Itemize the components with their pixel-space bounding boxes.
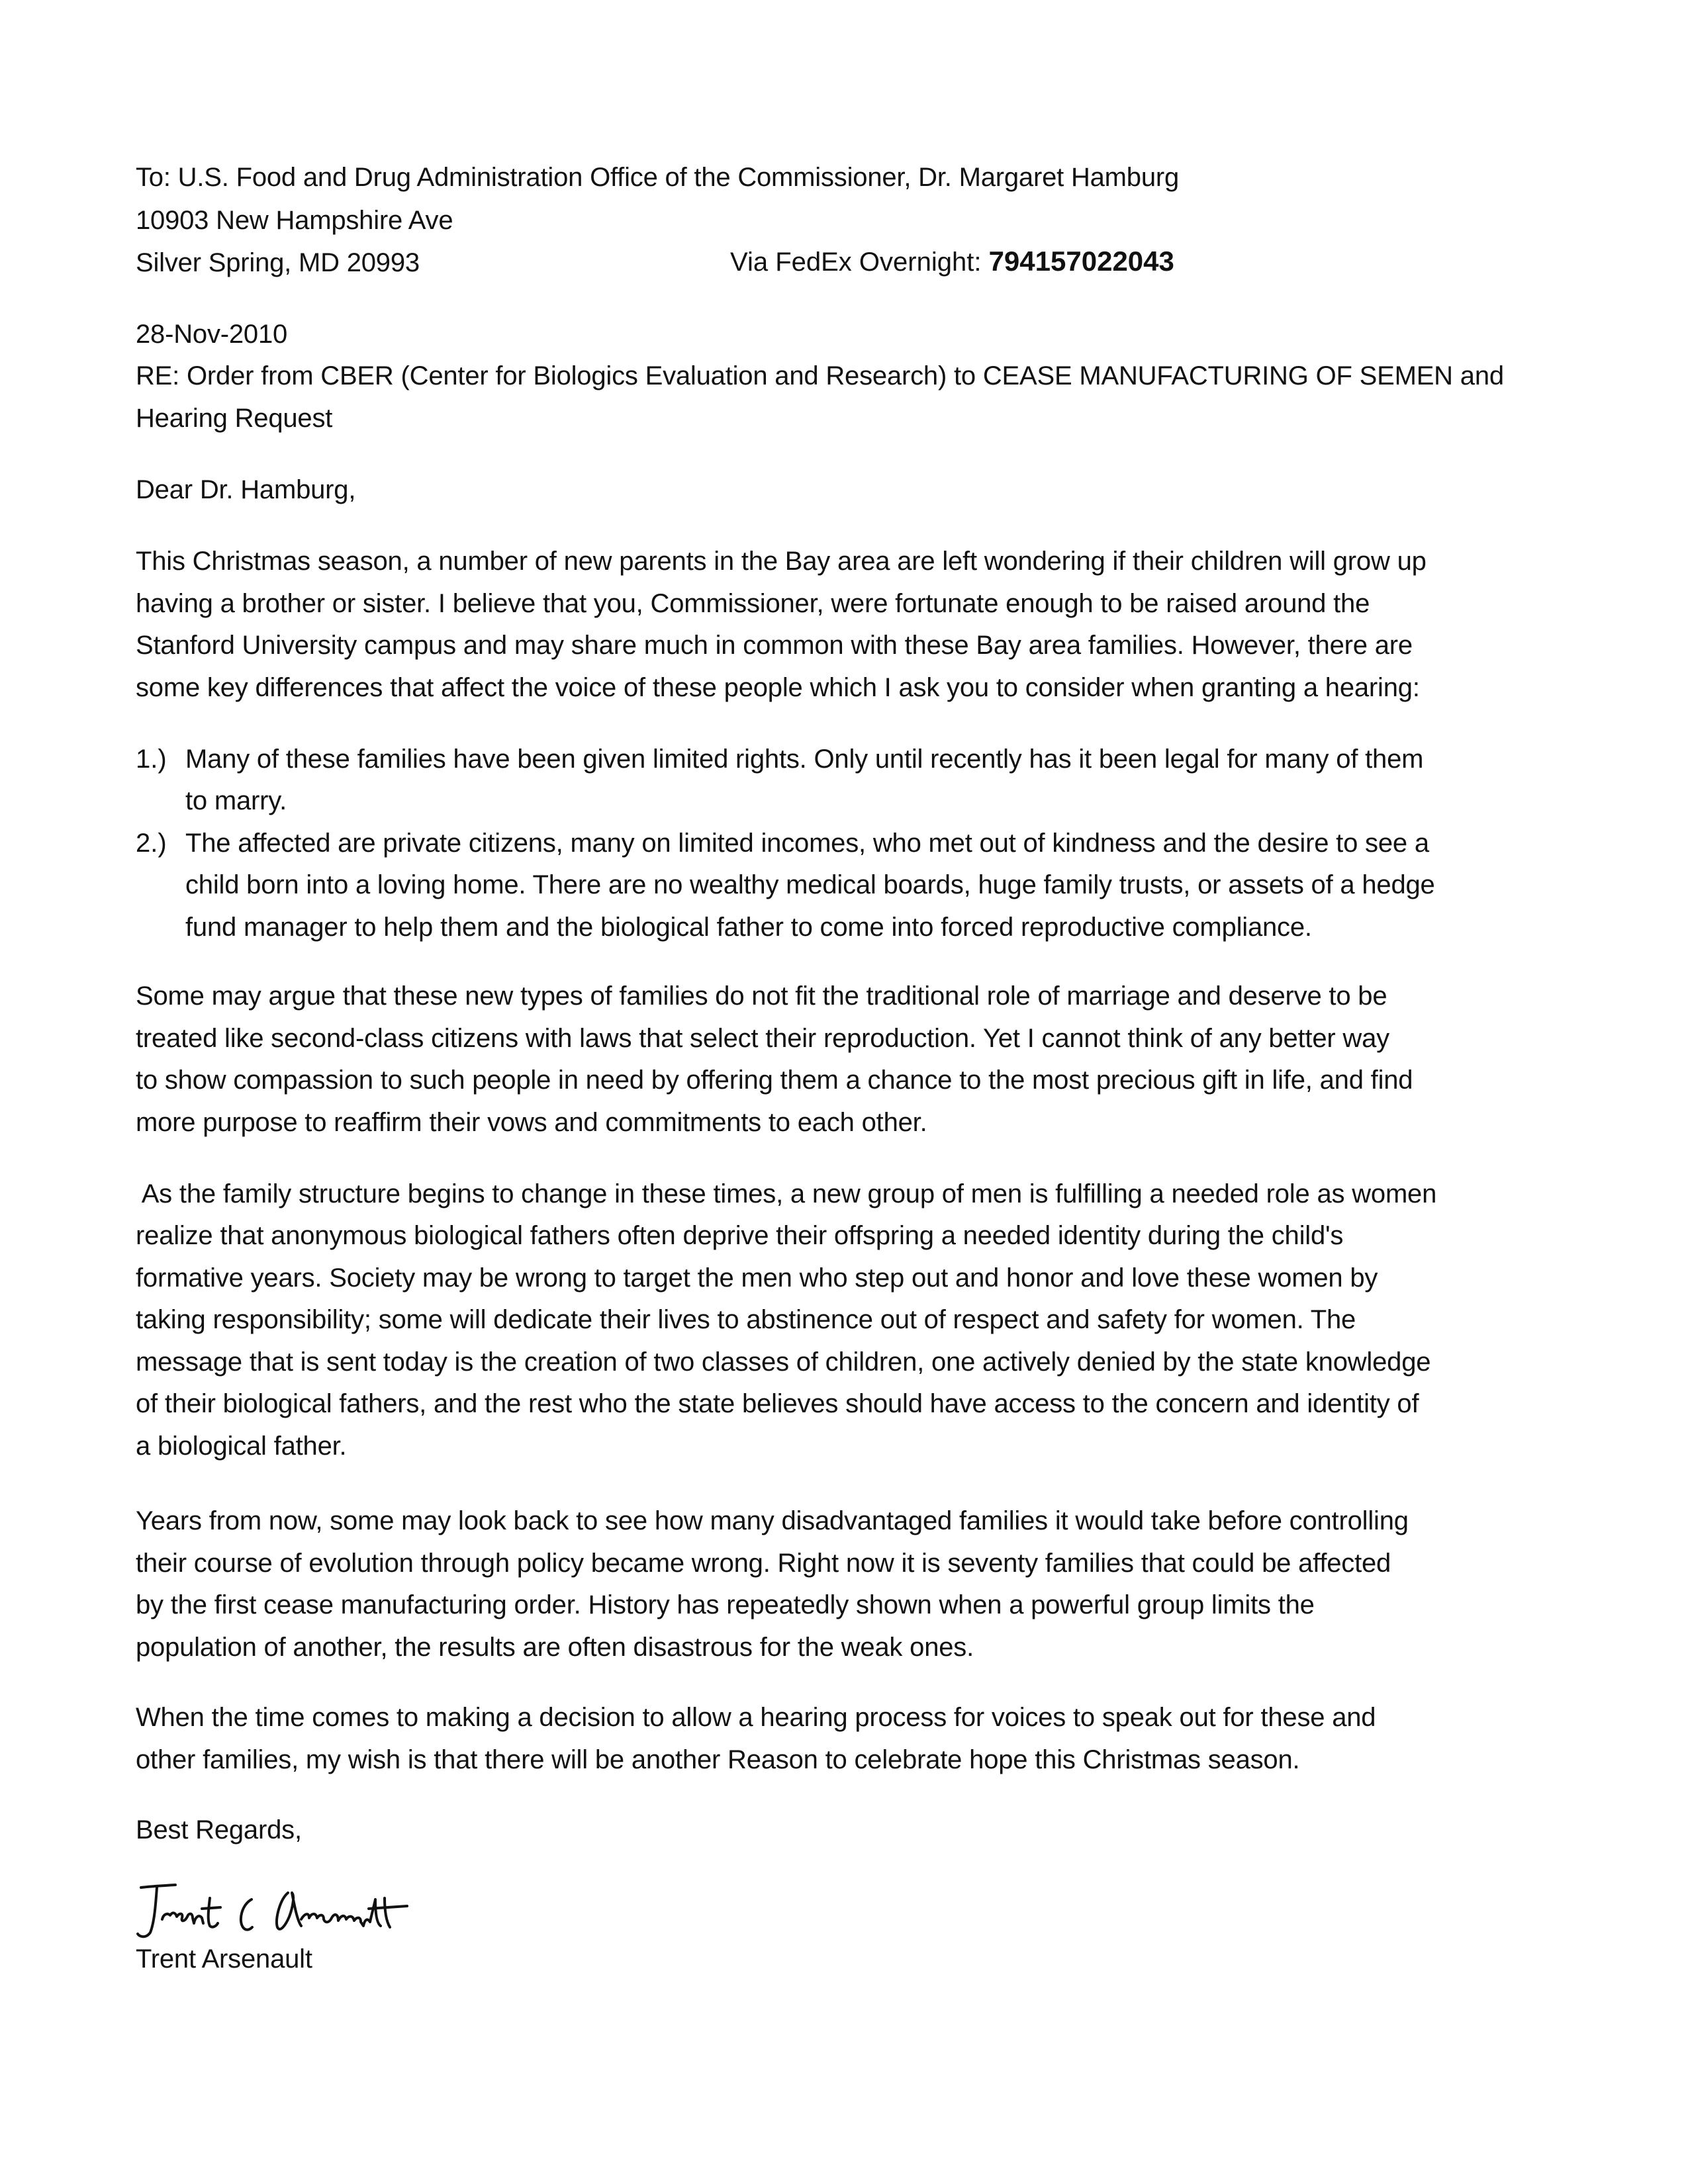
paragraph-line: When the time comes to making a decision to allow a hearing process for voices to speak out for these and <box>136 1703 1376 1732</box>
paragraph-line: This Christmas season, a number of new parents in the Bay area are left wondering if their children will grow up <box>136 547 1427 576</box>
list-number: 1.) <box>136 745 167 774</box>
list-line: to marry. <box>185 786 287 815</box>
signature-stroke <box>277 1893 301 1929</box>
letter-date: 28-Nov-2010 <box>136 320 288 349</box>
fedex-label: Via FedEx Overnight: <box>730 248 989 277</box>
paragraph-line: treated like second-class citizens with laws that select their reproduction. Yet I cannot think of any better way <box>136 1024 1389 1053</box>
list-line: child born into a loving home. There are no wealthy medical boards, huge family trusts, or assets of a hedge <box>185 870 1435 899</box>
recipient-line: To: U.S. Food and Drug Administration Office of the Commissioner, Dr. Margaret Hamburg <box>136 163 1180 192</box>
fedex-shipping-line <box>730 240 1174 283</box>
paragraph-line: some key differences that affect the voice of these people which I ask you to consider when granting a hearing: <box>136 673 1420 702</box>
signature-stroke <box>162 1913 203 1923</box>
paragraph-line: by the first cease manufacturing order. History has repeatedly shown when a powerful group limits the <box>136 1590 1315 1619</box>
list-line: Many of these families have been given limited rights. Only until recently has it been legal for many of them <box>185 745 1424 774</box>
subject-line: RE: Order from CBER (Center for Biologics Evaluation and Research) to CEASE MANUFACTURING OF SEMEN and <box>136 361 1504 390</box>
salutation: Dear Dr. Hamburg, <box>136 475 356 504</box>
signature-stroke <box>301 1899 381 1926</box>
signature-stroke <box>141 1885 175 1888</box>
paragraph-line: their course of evolution through policy became wrong. Right now it is seventy families that could be affected <box>136 1549 1391 1578</box>
list-number: 2.) <box>136 829 167 858</box>
paragraph-line: message that is sent today is the creation of two classes of children, one actively denied by the state knowledge <box>136 1347 1431 1377</box>
signature-stroke <box>202 1907 220 1909</box>
paragraph-line: Stanford University campus and may share much in common with these Bay area families. However, there are <box>136 631 1413 660</box>
signature-stroke <box>138 1888 157 1936</box>
paragraph-line: formative years. Society may be wrong to target the men who step out and honor and love these women by <box>136 1263 1378 1293</box>
paragraph-line: more purpose to reaffirm their vows and commitments to each other. <box>136 1108 927 1137</box>
address-line: 10903 New Hampshire Ave <box>136 206 453 235</box>
signature-stroke <box>385 1898 390 1927</box>
list-line: The affected are private citizens, many on limited incomes, who met out of kindness and the desire to see a <box>185 829 1429 858</box>
paragraph-line: Years from now, some may look back to see how many disadvantaged families it would take before controlling <box>136 1506 1409 1535</box>
paragraph-line: having a brother or sister. I believe that you, Commissioner, were fortunate enough to be raised around the <box>136 589 1370 618</box>
fedex-tracking-number: 794157022043 <box>988 246 1174 277</box>
paragraph-line: realize that anonymous biological fathers often deprive their offspring a needed identity during the child's <box>136 1221 1344 1250</box>
paragraph-line: taking responsibility; some will dedicate their lives to abstinence out of respect and safety for women. The <box>136 1305 1356 1334</box>
closing: Best Regards, <box>136 1815 302 1844</box>
signature-stroke <box>209 1898 218 1927</box>
paragraph-line: a biological father. <box>136 1432 347 1461</box>
subject-line: Hearing Request <box>136 404 333 433</box>
paragraph-line: population of another, the results are often disastrous for the weak ones. <box>136 1633 974 1662</box>
list-line: fund manager to help them and the biological father to come into forced reproductive compliance. <box>185 913 1312 942</box>
signer-name: Trent Arsenault <box>136 1944 312 1974</box>
city-line: Silver Spring, MD 20993 <box>136 248 420 277</box>
paragraph-line: to show compassion to such people in need by offering them a chance to the most precious gift in life, and find <box>136 1066 1413 1095</box>
paragraph-line: other families, my wish is that there will be another Reason to celebrate hope this Christmas season. <box>136 1745 1300 1774</box>
paragraph-line: of their biological fathers, and the rest who the state believes should have access to the concern and identity of <box>136 1389 1419 1418</box>
paragraph-line: As the family structure begins to change in these times, a new group of men is fulfilling a needed role as women <box>136 1179 1437 1208</box>
signature-stroke <box>241 1899 252 1930</box>
paragraph-line: Some may argue that these new types of families do not fit the traditional role of marriage and deserve to be <box>136 981 1387 1011</box>
